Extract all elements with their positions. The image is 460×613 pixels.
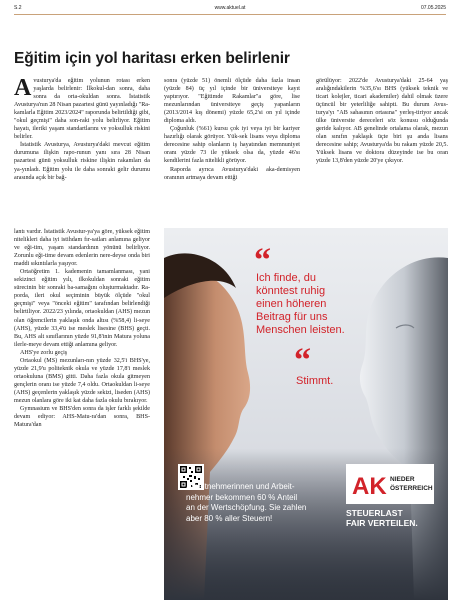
ad-quote-line: Menschen leisten. [256, 324, 345, 336]
logo-line-1: NIEDER [390, 476, 415, 483]
article-paragraph: İstatistik Avusturya, Avusturya'daki mevcut eğitim durumuna ilişkin rapo-runun yanı sıra 28 Nisan pazartesi günü yoksulluk riskine ilişkin rakamları da ya-yınladı. Eğitim yolu ile daha sonraki gelir durumu arasında açık bir bağ- [14, 142, 150, 181]
ad-quote-line: Ich finde, du [256, 272, 316, 284]
ad-quote-line: Beitrag für uns [256, 311, 328, 323]
article-paragraph: Çoğunluk (%61) kursu çok iyi veya iyi bir kariyer hazırlığı olarak görüyor. Yük-sek lisans veya diploma derecesine sahip olanların iş hayatından memnuniyet oranı yüzde 73 ile yüksek olsa da, yüzde 46'sı kendilerini fazla nitelikli görüyor. [164, 126, 300, 165]
article-paragraph: vusturya'da eğitim yolunun rotası erken yaşlarda belirlenir: İlkokul-dan sonra, daha sonra da orta-okuldan sonra. İstatistik Avusturya'nın 28 Nisan pazartesi günü yayınladığı "Ra-kamlarla Eğitim 2023/2024" raporunda belirtildiği gibi, "okul geçmişi" daha son-raki yolu belirliyor. Eğitim hayatı, ileriki yaşam standartlarını ve yoksulluk riskini belirler. [14, 78, 150, 141]
ad-quote-line: einen höheren [256, 298, 327, 310]
ad-footer-line: aber 80 % aller Steuern! [186, 513, 273, 523]
ak-logo-icon [346, 464, 434, 504]
article-paragraph: Ortaöğretim 1. kademenin tamamlanması, yani sekizinci eğitim yılı, ilkokuldan sonraki eğitim sürecinin bir sonraki ba-samağını oluşturmaktadır. Ra-porda, ileri okul seçiminin büyük ölçüde "okul geçmişi" veya "önceki eğitim" tarafından belirlendiği belirtiliyor. 2022/23 yılında, ortaokuldan (AHS) mezun olan öğrencilerin yaklaşık onda altısı (%58,4) li-seye (AHS), yüzde 33,4'ü ise meslek lisesine (BHS) geçti. Bu, AHS alt sınıflarının yüzde 91,8'inin Matura yoluna ilerle-meye devam ettiği anlamına geliyor. [14, 269, 150, 348]
ad-footer-text [186, 482, 346, 524]
ad-quote-line: könntest ruhig [256, 285, 326, 297]
logo-line-2: ÖSTERREICH [390, 485, 433, 492]
advertisement[interactable] [164, 228, 448, 600]
quote-mark-icon: “ [294, 342, 311, 379]
ad-quote [256, 272, 376, 337]
ad-reply: Stimmt. [296, 375, 334, 387]
ad-footer-line: Arbeitnehmerinnen und Arbeit- [186, 482, 295, 491]
slogan-line: FAIR VERTEILEN. [346, 518, 418, 528]
drop-cap: A [14, 75, 32, 101]
ad-footer-line: an der Wertschöpfung. Sie zahlen [186, 503, 307, 512]
article-paragraph: Raporda ayrıca Avusturya'daki aka-demisyen oranının artmaya devam ettiği [164, 166, 300, 181]
ad-slogan [346, 508, 442, 528]
article-column-1 [14, 77, 150, 182]
logo-mark: AK [352, 473, 387, 500]
article-paragraph: Gymnasium ve BHS'den sonra da işler farklı şekilde devam ediyor: AHS-Matu-ra'dan sonra, BHS-Matura'dan [14, 406, 150, 429]
article-column-2 [164, 77, 300, 182]
ak-logo[interactable] [346, 464, 434, 504]
article-paragraph: lantı vardır. İstatistik Avustur-ya'ya göre, yüksek eğitim nitelikleri daha iyi istihdam fır-satları anlamına geliyor ve eği-tim, yaşam standardının yönünü belirliyor. Zorunlu eği-time devam edenlerin nere-deyse onda biri maddi sıkıntılarla yaşıyor. [14, 229, 150, 268]
slogan-line: STEUERLAST [346, 508, 403, 518]
quote-mark-icon: “ [254, 242, 271, 279]
article-paragraph: görülüyor: 2022'de Avusturya'daki 25-64 yaş aralığındakilerin %35,6'sı BHS (yüksek teknik ve ticari kolejler, ticari akademiler) dahil olmak üzere üçüncül bir yeterliliğe sahipti. Bu durum Avus-turya'yı "AB sahasının ortasına" yerleş-tiriyor ancak ülke üniversite dereceleri söz konusu olduğunda geride kalıyor. AB genelinde ortalama olarak, mezun olan sınıfın yaklaşık üçte biri şu anda lisans derecesine sahip; Avusturya'da bu rakam yüzde 20,5. Yüksek lisans ve doktora düzeyinde ise bu oran yüzde 13,8'den yüzde 20'ye çıkıyor. [316, 78, 448, 165]
header-divider [14, 14, 446, 15]
article-paragraph: Ortaokul (MS) mezunları-nın yüzde 32,5'i BHS'ye, yüzde 21,9'u politeknik okula ve yüzde 17,8'i meslek ortaokuluna (BMS) gitti. Daha fazla okula gitmeyen gençlerin oranı ise yüzde 7,4 oldu. Ortaokuldan li-seye (AHS) geçenlerin yaklaşık yüzde sekizi, liseden (AHS) mezun olanlara göre iki kat daha fazla okulu bırakıyor. [14, 357, 150, 404]
article-column-3 [316, 77, 448, 166]
issue-date: 07.05.2025 [420, 5, 446, 11]
site-url[interactable]: www.aktuel.at [214, 5, 246, 11]
ad-footer-line: nehmer bekommen 60 % Anteil [186, 492, 298, 502]
page-number: S.2 [14, 5, 22, 11]
article-headline: Eğitim için yol haritası erken belirlenir [14, 50, 290, 67]
subheading: AHS'ye zorlu geçiş [20, 349, 68, 356]
article-column-1-continued [14, 228, 150, 429]
article-paragraph: sonra (yüzde 51) önemli ölçüde daha fazla insan (yüzde 84) üç yıl içinde bir üniversiteye kayıt yaptırıyor. "Eğitimde Rakamlar"a göre, lise mezunlarından üniversiteye geçiş yapanların (2013/2014 kış dönemi) yüzde 65,2'si on yıl içinde diploma aldı. [164, 78, 300, 125]
